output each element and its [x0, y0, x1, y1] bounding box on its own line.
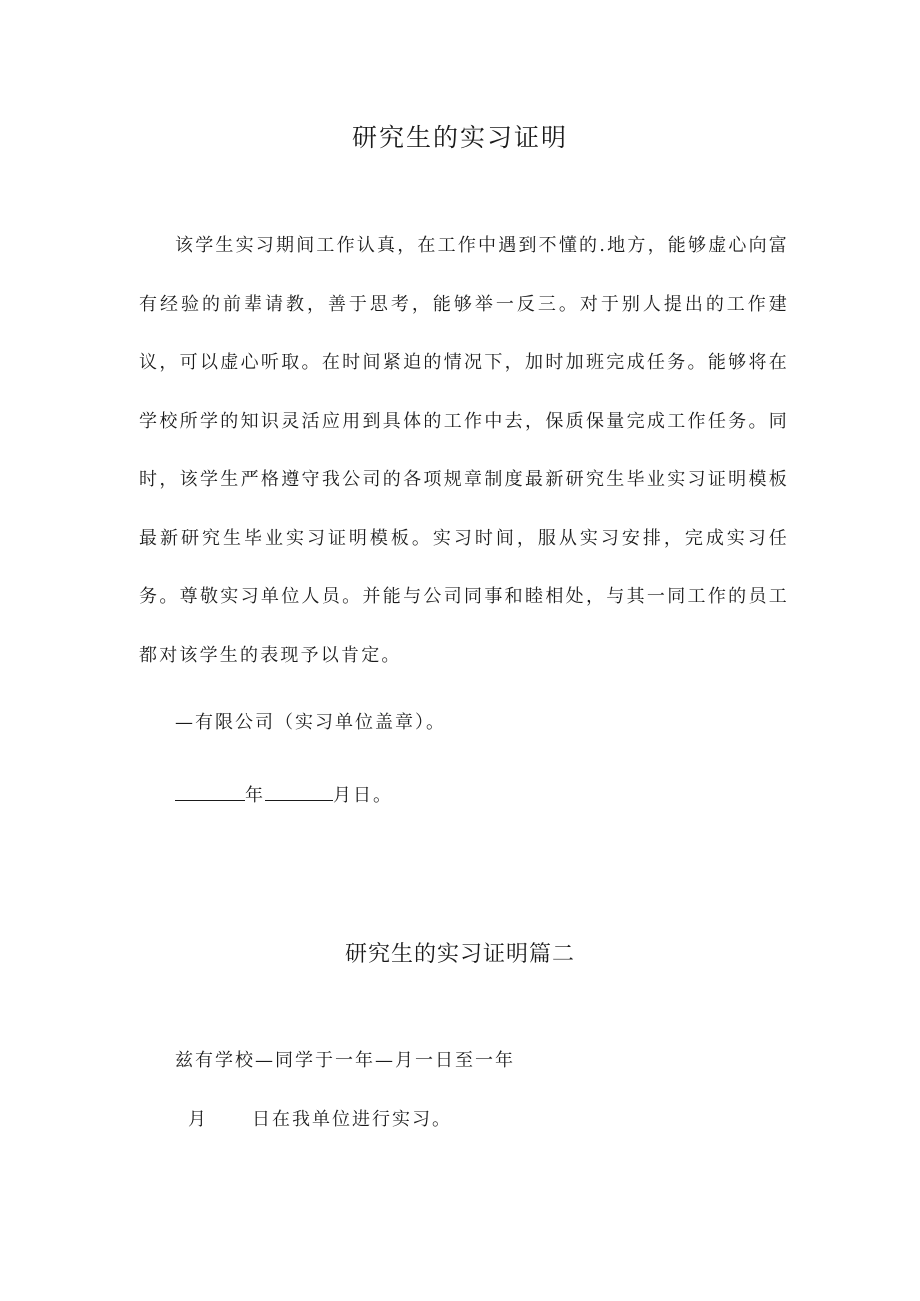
year-blank	[175, 782, 245, 801]
section2-title: 研究生的实习证明篇二	[344, 942, 575, 967]
month-day-label: 月日。	[333, 785, 393, 806]
document-title: 研究生的实习证明	[351, 123, 568, 152]
section2-line-2-text: 日在我单位进行实习。	[252, 1109, 452, 1130]
date-line	[175, 782, 393, 809]
company-signature: —有限公司（实习单位盖章）。	[175, 712, 446, 733]
month-blank	[265, 782, 333, 801]
section2-line-2	[188, 1107, 452, 1133]
section2-line-1: 兹有学校—同学于一年—月一日至一年	[175, 1050, 515, 1071]
body-paragraph: 该学生实习期间工作认真，在工作中遇到不懂的.地方，能够虚心向富有经验的前辈请教，善于思考，能够举一反三。对于别人提出的工作建议，可以虚心听取。在时间紧迫的情况下，加时加班完成任务。能够将在学校所学的知识灵活应用到具体的工作中去，保质保量完成工作任务。同时，该学生严格遵守我公司的各项规章制度最新研究生毕业实习证明模板最新研究生毕业实习证明模板。实习时间，服从实习安排，完成实习任务。尊敬实习单位人员。并能与公司同事和睦相处，与其一同工作的员工都对该学生的表现予以肯定。	[139, 235, 789, 666]
year-label: 年	[245, 785, 265, 806]
section2-month-label: 月	[188, 1109, 208, 1130]
